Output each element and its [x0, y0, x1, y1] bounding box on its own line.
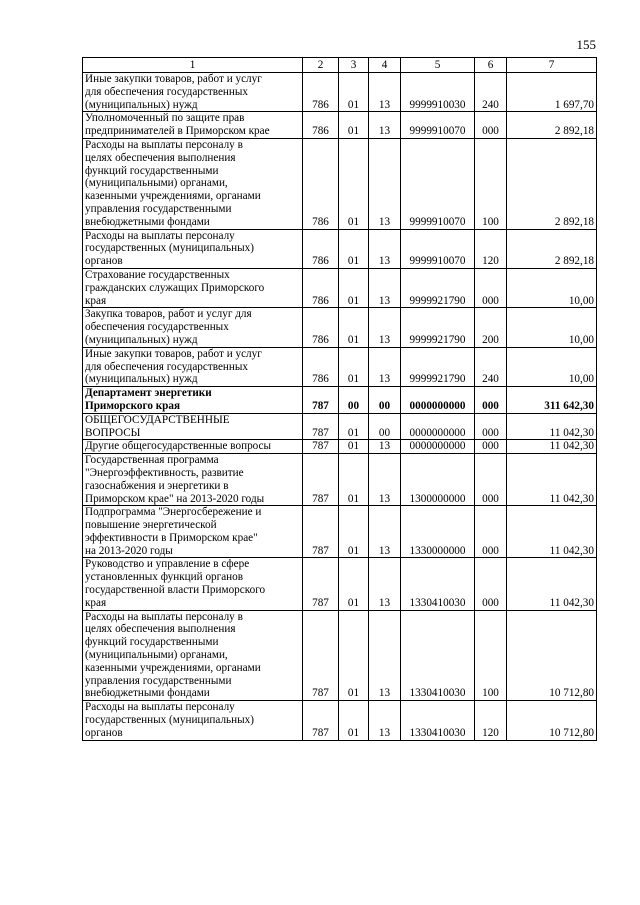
row-section-code: 01 — [339, 308, 369, 347]
row-target-code: 1330410030 — [401, 701, 475, 740]
row-subsection-code: 13 — [369, 610, 401, 701]
row-subsection-code: 13 — [369, 138, 401, 229]
row-grbs-code: 786 — [303, 112, 339, 139]
row-section-code: 01 — [339, 506, 369, 558]
table-row — [83, 454, 597, 506]
row-section-code: 01 — [339, 440, 369, 454]
row-subsection-code: 13 — [369, 440, 401, 454]
header-col-2: 2 — [303, 58, 339, 73]
row-name: Государственная программа "Энергоэффективность, развитие газоснабжения и энергетики в Приморском крае" на 2013-2020 годы — [83, 454, 303, 506]
row-amount: 2 892,18 — [507, 138, 597, 229]
header-col-6: 6 — [475, 58, 507, 73]
row-name: Расходы на выплаты персоналу в целях обеспечения выполнения функций государственными (муниципальными) органами, казенными учреждениями, органами управления государственными внебюджетными фондами — [83, 138, 303, 229]
row-grbs-code: 787 — [303, 610, 339, 701]
table-header — [83, 58, 597, 73]
row-expense-type-code: 000 — [475, 268, 507, 307]
table-row — [83, 308, 597, 347]
row-amount: 11 042,30 — [507, 413, 597, 440]
row-target-code: 1330410030 — [401, 610, 475, 701]
header-col-1: 1 — [83, 58, 303, 73]
row-amount: 1 697,70 — [507, 73, 597, 112]
row-expense-type-code: 200 — [475, 308, 507, 347]
row-target-code: 1330410030 — [401, 558, 475, 610]
table-row — [83, 413, 597, 440]
row-name: Иные закупки товаров, работ и услуг для обеспечения государственных (муниципальных) нужд — [83, 73, 303, 112]
table-row — [83, 268, 597, 307]
header-col-3: 3 — [339, 58, 369, 73]
row-grbs-code: 787 — [303, 413, 339, 440]
table-row — [83, 387, 597, 414]
row-name: Уполномоченный по защите прав предпринимателей в Приморском крае — [83, 112, 303, 139]
budget-table — [82, 57, 597, 741]
row-section-code: 01 — [339, 610, 369, 701]
row-subsection-code: 13 — [369, 454, 401, 506]
table-row — [83, 73, 597, 112]
row-expense-type-code: 240 — [475, 73, 507, 112]
row-expense-type-code: 120 — [475, 229, 507, 268]
row-expense-type-code: 120 — [475, 701, 507, 740]
row-amount: 2 892,18 — [507, 229, 597, 268]
row-section-code: 01 — [339, 347, 369, 386]
row-name: Расходы на выплаты персоналу государственных (муниципальных) органов — [83, 701, 303, 740]
row-target-code: 0000000000 — [401, 413, 475, 440]
table-row — [83, 440, 597, 454]
row-amount: 11 042,30 — [507, 454, 597, 506]
row-subsection-code: 13 — [369, 701, 401, 740]
row-expense-type-code: 100 — [475, 610, 507, 701]
row-expense-type-code: 000 — [475, 506, 507, 558]
row-section-code: 01 — [339, 138, 369, 229]
table-row — [83, 138, 597, 229]
table-row — [83, 347, 597, 386]
row-name: Закупка товаров, работ и услуг для обеспечения государственных (муниципальных) нужд — [83, 308, 303, 347]
row-target-code: 1330000000 — [401, 506, 475, 558]
row-expense-type-code: 000 — [475, 454, 507, 506]
row-name: Расходы на выплаты персоналу в целях обеспечения выполнения функций государственными (муниципальными) органами, казенными учреждениями, органами управления государственными внебюджетными фондами — [83, 610, 303, 701]
table-row — [83, 701, 597, 740]
row-section-code: 01 — [339, 701, 369, 740]
row-subsection-code: 13 — [369, 268, 401, 307]
table-row — [83, 229, 597, 268]
row-amount: 10,00 — [507, 347, 597, 386]
row-expense-type-code: 000 — [475, 440, 507, 454]
row-target-code: 9999921790 — [401, 347, 475, 386]
row-grbs-code: 786 — [303, 138, 339, 229]
row-target-code: 9999910070 — [401, 138, 475, 229]
row-expense-type-code: 000 — [475, 413, 507, 440]
row-grbs-code: 787 — [303, 506, 339, 558]
header-col-5: 5 — [401, 58, 475, 73]
header-col-4: 4 — [369, 58, 401, 73]
row-amount: 10 712,80 — [507, 701, 597, 740]
row-amount: 11 042,30 — [507, 558, 597, 610]
row-target-code: 0000000000 — [401, 387, 475, 414]
table-row — [83, 506, 597, 558]
row-grbs-code: 786 — [303, 229, 339, 268]
row-subsection-code: 00 — [369, 387, 401, 414]
row-expense-type-code: 000 — [475, 112, 507, 139]
row-grbs-code: 786 — [303, 308, 339, 347]
row-expense-type-code: 100 — [475, 138, 507, 229]
row-subsection-code: 13 — [369, 229, 401, 268]
row-amount: 2 892,18 — [507, 112, 597, 139]
row-expense-type-code: 000 — [475, 387, 507, 414]
row-name: Руководство и управление в сфере установленных функций органов государственной власти Приморского края — [83, 558, 303, 610]
row-subsection-code: 13 — [369, 73, 401, 112]
row-section-code: 01 — [339, 268, 369, 307]
row-grbs-code: 787 — [303, 440, 339, 454]
table-row — [83, 558, 597, 610]
table-row — [83, 112, 597, 139]
row-target-code: 1300000000 — [401, 454, 475, 506]
row-subsection-code: 00 — [369, 413, 401, 440]
row-grbs-code: 786 — [303, 268, 339, 307]
row-section-code: 01 — [339, 413, 369, 440]
row-grbs-code: 786 — [303, 347, 339, 386]
row-subsection-code: 13 — [369, 112, 401, 139]
row-section-code: 01 — [339, 73, 369, 112]
table-body — [83, 73, 597, 741]
row-grbs-code: 787 — [303, 387, 339, 414]
row-grbs-code: 787 — [303, 701, 339, 740]
row-amount: 311 642,30 — [507, 387, 597, 414]
row-target-code: 9999910030 — [401, 73, 475, 112]
row-grbs-code: 787 — [303, 558, 339, 610]
row-name: Страхование государственных гражданских служащих Приморского края — [83, 268, 303, 307]
row-name: Подпрограмма "Энергосбережение и повышение энергетической эффективности в Приморском крае" на 2013-2020 годы — [83, 506, 303, 558]
row-section-code: 00 — [339, 387, 369, 414]
row-section-code: 01 — [339, 229, 369, 268]
row-name: Расходы на выплаты персоналу государственных (муниципальных) органов — [83, 229, 303, 268]
table-row — [83, 610, 597, 701]
row-subsection-code: 13 — [369, 347, 401, 386]
row-section-code: 01 — [339, 112, 369, 139]
row-target-code: 0000000000 — [401, 440, 475, 454]
page-number: 155 — [576, 37, 596, 52]
row-subsection-code: 13 — [369, 506, 401, 558]
row-grbs-code: 786 — [303, 73, 339, 112]
row-expense-type-code: 000 — [475, 558, 507, 610]
row-target-code: 9999921790 — [401, 268, 475, 307]
row-subsection-code: 13 — [369, 558, 401, 610]
row-amount: 11 042,30 — [507, 506, 597, 558]
row-target-code: 9999910070 — [401, 229, 475, 268]
row-section-code: 01 — [339, 558, 369, 610]
row-subsection-code: 13 — [369, 308, 401, 347]
row-target-code: 9999910070 — [401, 112, 475, 139]
row-name: Другие общегосударственные вопросы — [83, 440, 303, 454]
row-amount: 10,00 — [507, 268, 597, 307]
row-section-code: 01 — [339, 454, 369, 506]
row-amount: 11 042,30 — [507, 440, 597, 454]
header-col-7: 7 — [507, 58, 597, 73]
row-name: Иные закупки товаров, работ и услуг для обеспечения государственных (муниципальных) нужд — [83, 347, 303, 386]
header-row — [83, 58, 597, 73]
row-name: Департамент энергетики Приморского края — [83, 387, 303, 414]
row-name: ОБЩЕГОСУДАРСТВЕННЫЕ ВОПРОСЫ — [83, 413, 303, 440]
row-expense-type-code: 240 — [475, 347, 507, 386]
row-target-code: 9999921790 — [401, 308, 475, 347]
row-grbs-code: 787 — [303, 454, 339, 506]
row-amount: 10,00 — [507, 308, 597, 347]
row-amount: 10 712,80 — [507, 610, 597, 701]
